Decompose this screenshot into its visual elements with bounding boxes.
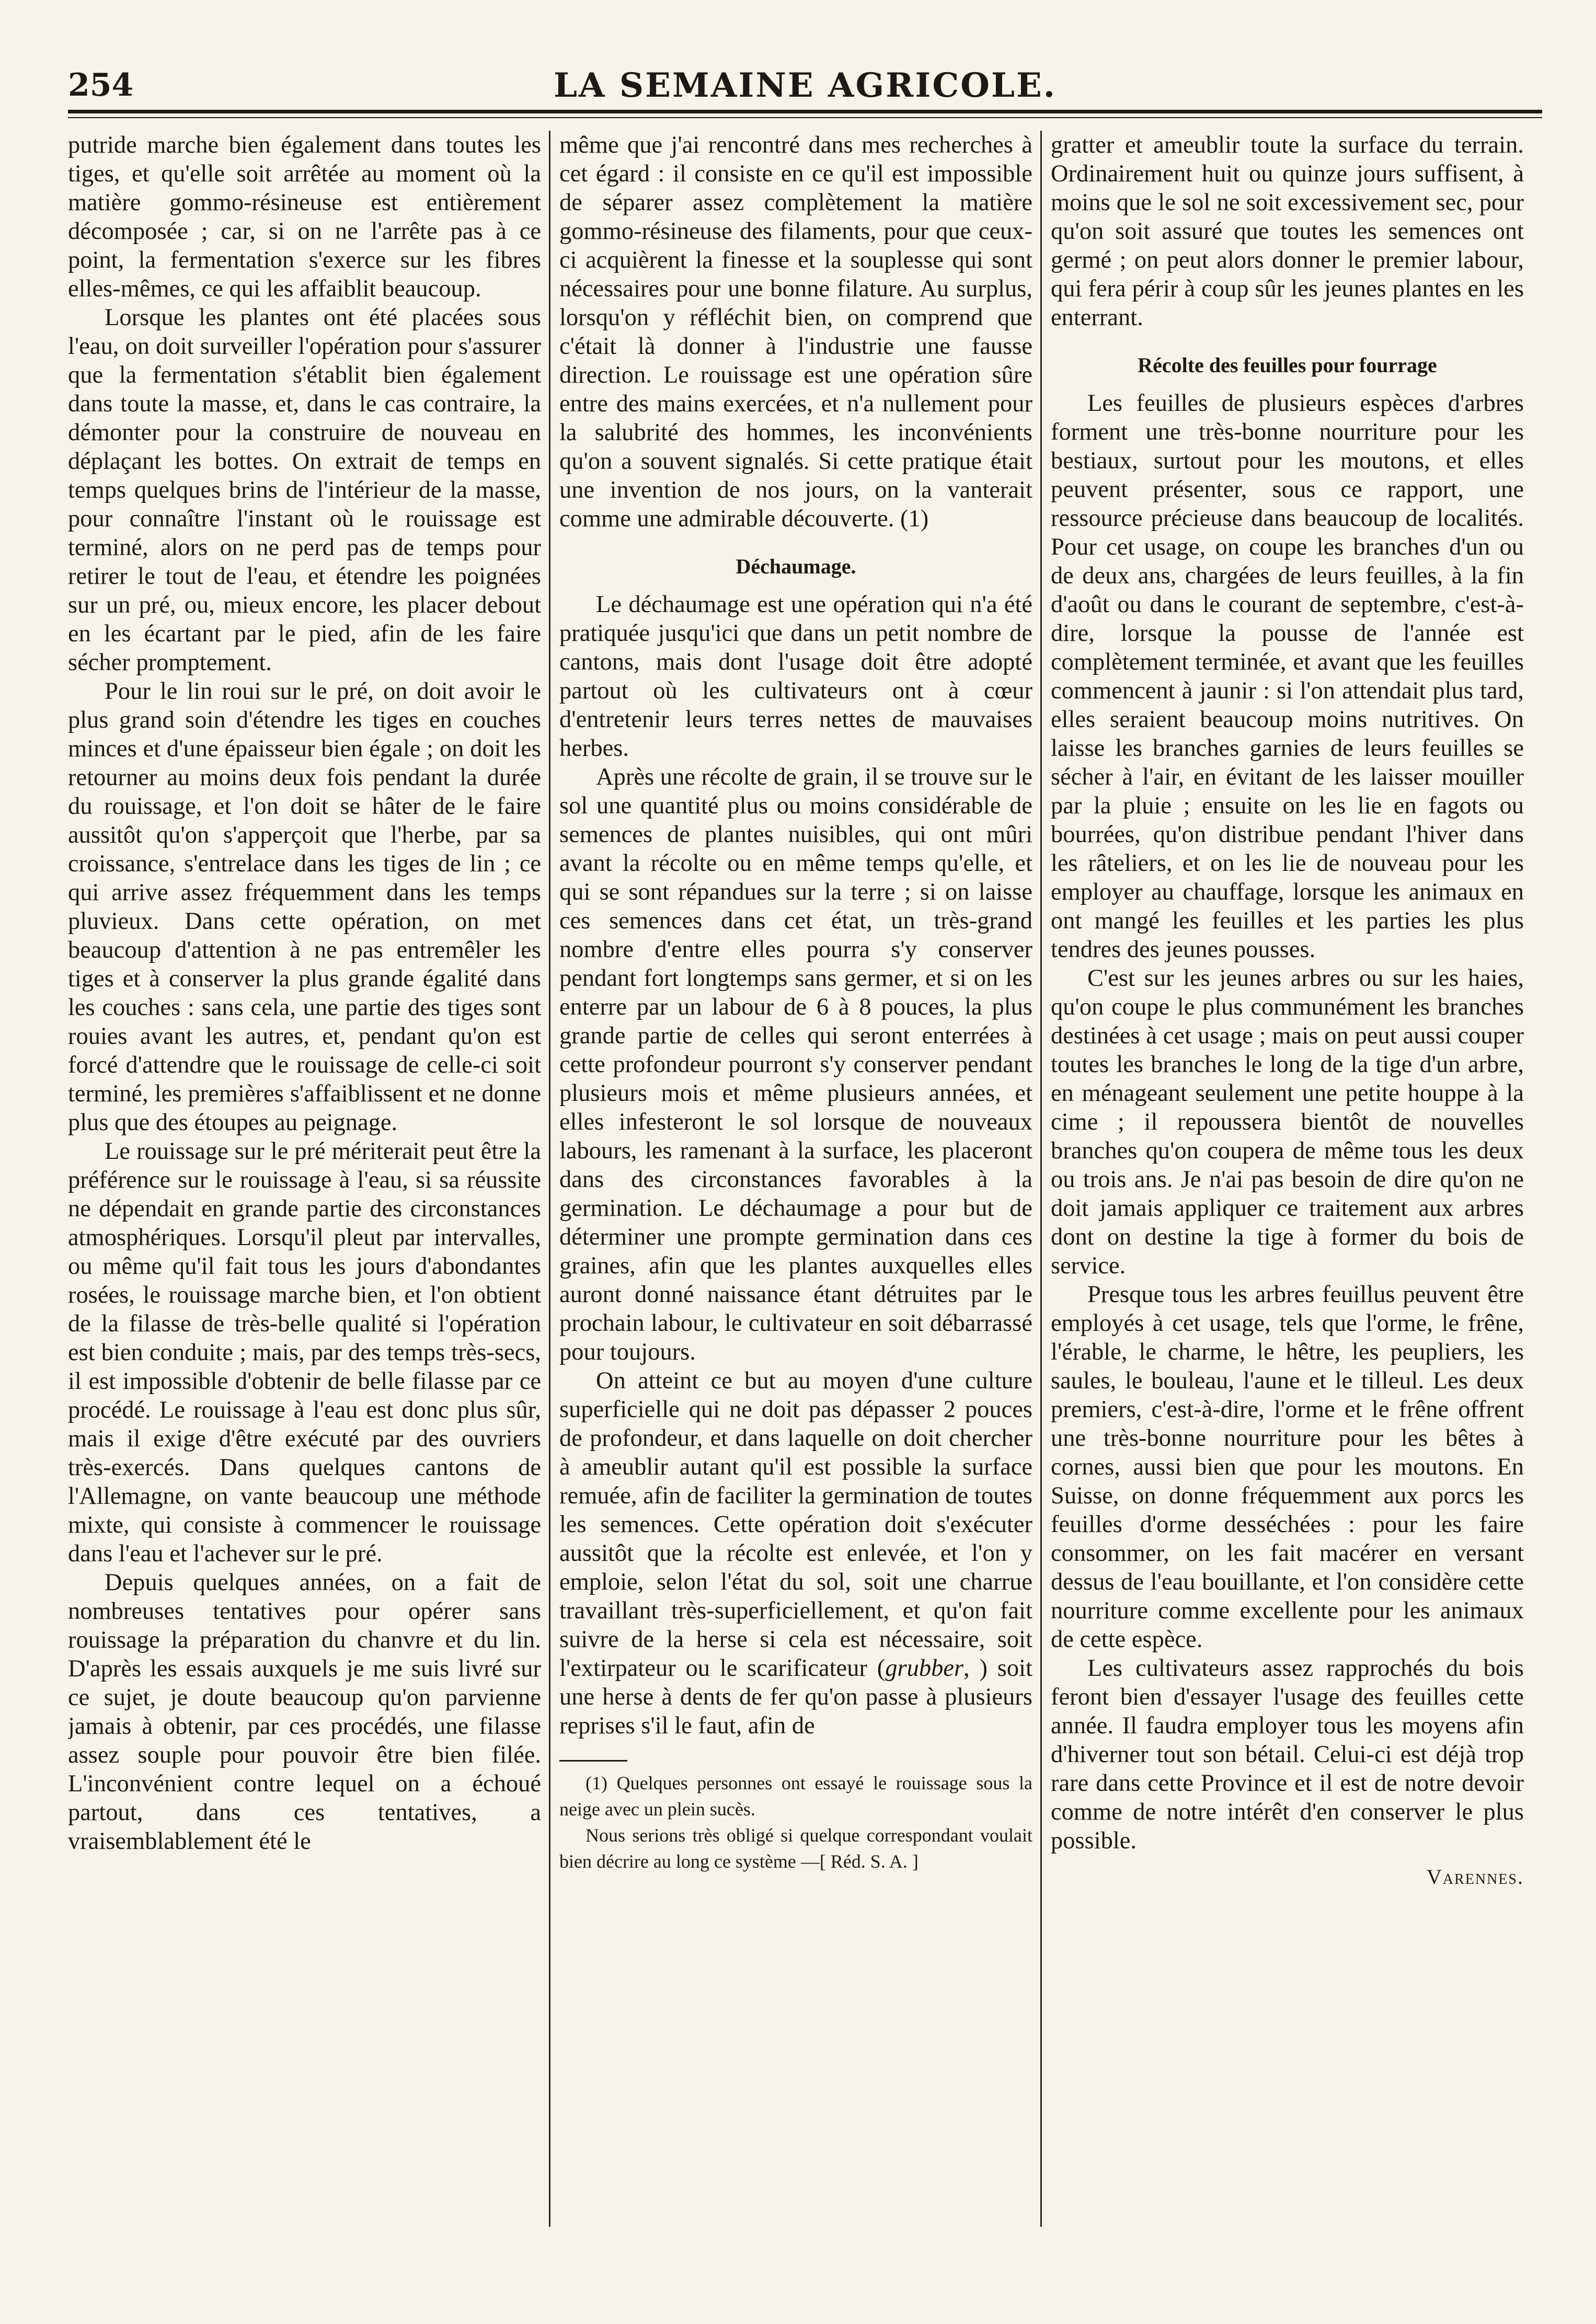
paragraph: C'est sur les jeunes arbres ou sur les haies, qu'on coupe le plus communément les branches destinées à cet usage ; mais on peut aussi couper toutes les branches le long de la tige d'un arbre, en ménageant seulement une petite houppe à la cime ; il repoussera bientôt de nouvelles branches qu'on coupera de même tous les deux ou trois ans. Je n'ai pas besoin de dire qu'on ne doit jamais appliquer ce traitement aux arbres dont on destine la tige à former du bois de service. [1051, 965, 1524, 1279]
footnote-rule [559, 1760, 627, 1762]
paragraph: Les feuilles de plusieurs espèces d'arbres forment une très-bonne nourriture pour les bestiaux, surtout pour les moutons, et elles peuvent présenter, sous ce rapport, une ressource précieuse dans beaucoup de localités. Pour cet usage, on coupe les branches d'un ou de deux ans, chargées de leurs feuilles, à la fin d'août ou dans le courant de septembre, c'est-à-dire, lorsque la pousse de l'année est complètement terminée, et avant que les feuilles commencent à jaunir : si l'on attendait plus tard, elles seraient beaucoup moins nutritives. On laisse les branches garnies de leurs feuilles se sécher à l'air, en évitant de les laisser mouiller par la pluie ; ensuite on les lie en fagots ou bourrées, qu'on distribue pendant l'hiver dans les râteliers, et on les lie de nouveau pour les employer au chauffage, lorsque les animaux en ont mangé les feuilles et les parties les plus tendres des jeunes pousses. [1051, 390, 1524, 963]
column-divider [549, 131, 550, 2227]
header-rule-thin [68, 117, 1542, 118]
paragraph: putride marche bien également dans toutes les tiges, et qu'elle soit arrêtée au moment où la matière gommo-résineuse est entièrement décomposée ; car, si on ne l'arrête pas à ce point, la fermentation s'exerce sur les fibres elles-mêmes, ce qui les affaiblit beaucoup. [68, 132, 541, 302]
paragraph: Les cultivateurs assez rapprochés du bois feront bien d'essayer l'usage des feuilles cette année. Il faudra employer tous les moyens afin d'hiverner tout son bétail. Celui-ci est déjà trop rare dans cette Province et il est de notre devoir comme de notre intérêt d'en conserver le plus possible. [1051, 1655, 1524, 1854]
column-3 [1051, 131, 1524, 2227]
author-signature: Varennes. [1426, 1865, 1524, 1889]
paragraph: même que j'ai rencontré dans mes recherches à cet égard : il consiste en ce qu'il est impossible de séparer assez complètement la matière gommo-résineuse des filaments, pour que ceux-ci acquièrent la finesse et la souplesse qui sont nécessaires pour une bonne filature. Au surplus, lorsqu'on y réfléchit bien, on comprend que c'était là donner à l'industrie une fausse direction. Le rouissage est une opération sûre entre des mains exercées, et n'a nullement pour la salubrité des hommes, les inconvénients qu'on a souvent signalés. Si cette pratique était une invention de nos jours, on la vanterait comme une admirable découverte. (1) [559, 132, 1032, 532]
column-divider [1040, 131, 1042, 2227]
journal-title: LA SEMAINE AGRICOLE. [553, 66, 1057, 105]
page-number: 254 [68, 67, 134, 103]
italic-term: grubber [885, 1655, 964, 1682]
paragraph: Le déchaumage est une opération qui n'a été pratiquée jusqu'ici que dans un petit nombre de cantons, mais dont l'usage doit être adopté partout où les cultivateurs ont à cœur d'entretenir leurs terres nettes de mauvaises herbes. [559, 591, 1032, 762]
paragraph: Depuis quelques années, on a fait de nombreuses tentatives pour opérer sans rouissage la préparation du chanvre et du lin. D'après les essais auxquels je me suis livré sur ce sujet, je doute beaucoup qu'on parvienne jamais à obtenir, par ces procédés, une filasse assez souple pour pouvoir être bien filée. L'inconvénient contre lequel on a échoué partout, dans ces tentatives, a vraisemblablement été le [68, 1569, 541, 1855]
paragraph: Le rouissage sur le pré mériterait peut être la préférence sur le rouissage à l'eau, si sa réussite ne dépendait en grande partie des circonstances atmosphériques. Lorsqu'il pleut par intervalles, ou même qu'il fait tous les jours d'abondantes rosées, le rouissage marche bien, et l'on obtient de la filasse de très-belle qualité si l'opération est bien conduite ; mais, par des temps très-secs, il est impossible d'obtenir de belle filasse par ce procédé. Le rouissage à l'eau est donc plus sûr, mais il exige d'être exécuté par des ouvriers très-exercés. Dans quelques cantons de l'Allemagne, on vante beaucoup une méthode mixte, qui consiste à commencer le rouissage dans l'eau et l'achever sur le pré. [68, 1138, 541, 1567]
column-1 [68, 131, 541, 2227]
paragraph: gratter et ameublir toute la surface du terrain. Ordinairement huit ou quinze jours suffisent, à moins que le sol ne soit excessivement sec, pour qu'on soit assuré que toutes les semences ont germé ; on peut alors donner le premier labour, qui fera périr à coup sûr les jeunes plantes en les enterrant. [1051, 132, 1524, 331]
footnote: (1) Quelques personnes ont essayé le rouissage sous la neige avec un plein sucès. [559, 1773, 1032, 1820]
footnote: Nous serions très obligé si quelque correspondant voulait bien décrire au long ce système —[ Réd. S. A. ] [559, 1825, 1032, 1872]
paragraph: Presque tous les arbres feuillus peuvent être employés à cet usage, tels que l'orme, le frêne, l'érable, le charme, le hêtre, les peupliers, les saules, le bouleau, l'aune et le tilleul. Les deux premiers, c'est-à-dire, l'orme et le frêne offrent une très-bonne nourriture pour les bêtes à cornes, aussi bien que pour les moutons. En Suisse, on donne fréquemment aux porcs les feuilles d'orme desséchées : pour les faire consommer, on les fait macérer en versant dessus de l'eau bouillante, et l'on considère cette nourriture comme excellente pour les animaux de cette espèce. [1051, 1281, 1524, 1653]
paragraph-text: On atteint ce but au moyen d'une culture superficielle qui ne doit pas dépasser 2 pouces de profondeur, et dans laquelle on doit chercher à ameublir autant qu'il est possible la surface remuée, afin de faciliter la germination de toutes les semences. Cette opération doit s'exécuter aussitôt que la récolte est enlevée, et l'on y emploie, selon l'état du sol, soit une charrue travaillant très-superficiellement, et qu'on fait suivre de la herse si cela est nécessaire, soit l'extirpateur ou le scarificateur ( [559, 1367, 1032, 1682]
column-2 [559, 131, 1032, 2227]
paragraph: Pour le lin roui sur le pré, on doit avoir le plus grand soin d'étendre les tiges en couches minces et d'une épaisseur bien égale ; on doit les retourner au moins deux fois pendant la durée du rouissage, et l'on doit se hâter de le faire aussitôt qu'on s'apperçoit que l'herbe, par sa croissance, s'entrelace dans les tiges de lin ; ce qui arrive assez fréquemment dans les temps pluvieux. Dans cette opération, on met beaucoup d'attention à ne pas entremêler les tiges et à conserver la plus grande égalité dans les couches : sans cela, une partie des tiges sont rouies avant les autres, et, pendant qu'on est forcé d'attendre que le rouissage de celle-ci soit terminé, les premières s'affaiblissent et ne donne plus que des étoupes au peignage. [68, 678, 541, 1136]
footnotes [559, 1770, 1032, 1874]
paragraph: Après une récolte de grain, il se trouve sur le sol une quantité plus ou moins considérable de semences de plantes nuisibles, qui ont mûri avant la récolte ou en même temps qu'elle, et qui se sont répandues sur la terre ; si on laisse ces semences dans cet état, un très-grand nombre d'entre elles pourra s'y conserver pendant fort longtemps sans germer, et si on les enterre par un labour de 6 à 8 pouces, la plus grande partie de celles qui seront enterrées à cette profondeur pourront s'y conserver pendant plusieurs mois et même plusieurs années, et elles infesteront le sol lorsque de nouveaux labours, les ramenant à la surface, les placeront dans des circonstances favorables à la germination. Le déchaumage a pour but de déterminer une prompte germination dans ces graines, afin que les plantes auxquelles elles auront donné naissance étant détruites par le prochain labour, le cultivateur en soit débarrassé pour toujours. [559, 764, 1032, 1365]
section-heading-dechaumage: Déchaumage. [736, 555, 856, 578]
section-heading-recolte-feuilles: Récolte des feuilles pour fourrage [1138, 353, 1437, 377]
page-header [68, 62, 1542, 114]
paragraph [559, 1366, 1032, 1740]
paragraph-text: , ) soit une herse à dents de fer qu'on passe à plusieurs reprises s'il le faut, afin de [559, 1655, 1032, 1739]
paragraph: Lorsque les plantes ont été placées sous l'eau, on doit surveiller l'opération pour s'assurer que la fermentation s'établit bien également dans toute la masse, et, dans le cas contraire, la démonter pour la construire de nouveau en déplaçant les bottes. On extrait de temps en temps quelques brins de l'intérieur de la masse, pour connaître l'instant où le rouissage est terminé, alors on ne perd pas de temps pour retirer le tout de l'eau, et étendre les poignées sur un pré, ou, mieux encore, les placer debout en les écartant par le pied, afin de les faire sécher promptement. [68, 304, 541, 676]
header-rule [68, 110, 1542, 113]
